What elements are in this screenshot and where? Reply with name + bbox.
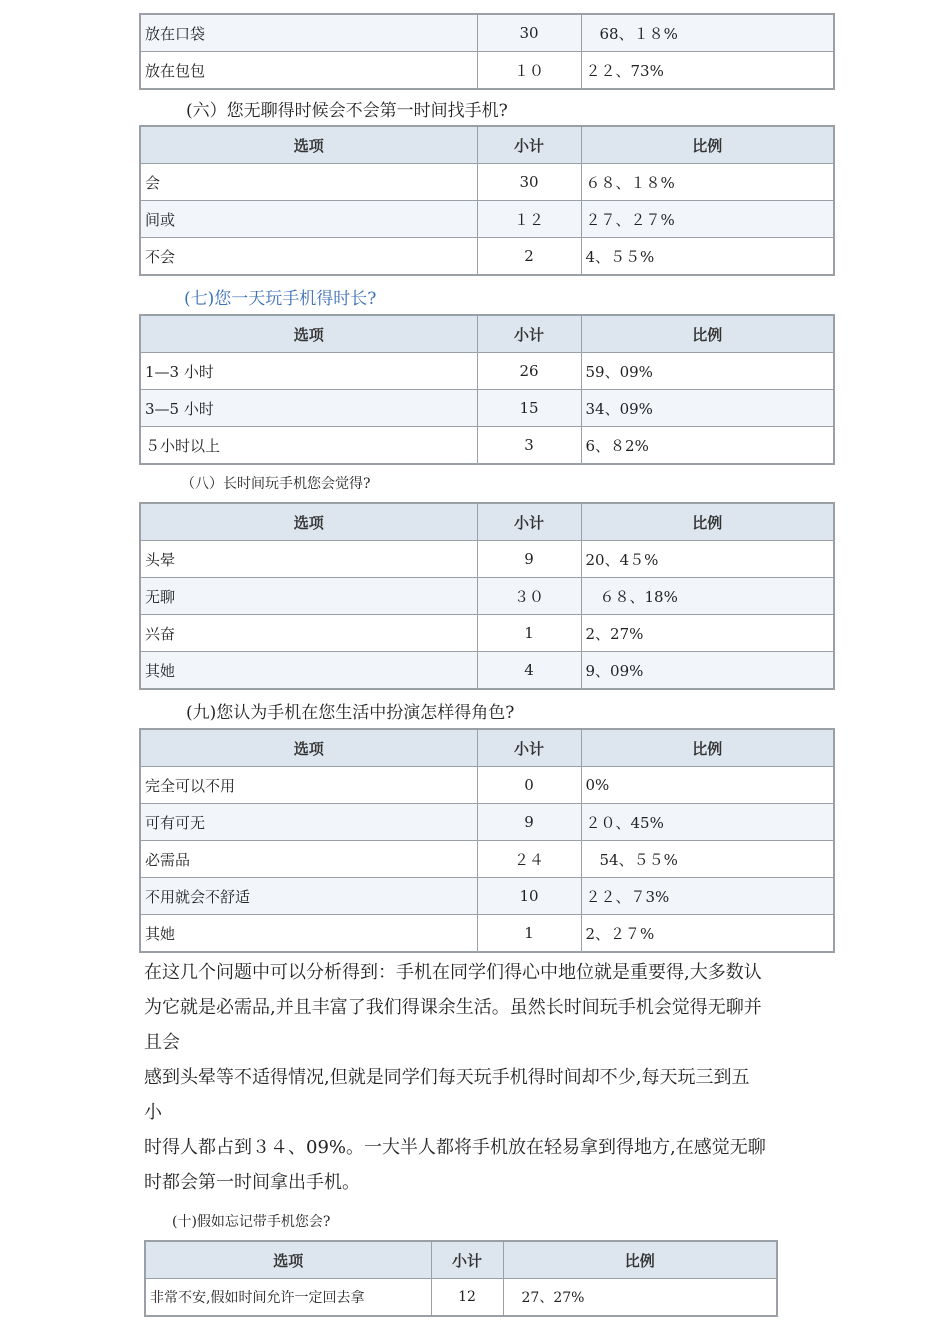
table-row — [140, 767, 834, 804]
table-row — [140, 353, 834, 390]
table-header-row — [140, 729, 834, 767]
ratio-cell: 20、4５% — [581, 541, 834, 578]
option-cell: 其她 — [140, 652, 477, 690]
option-cell: 非常不安,假如时间允许一定回去拿 — [145, 1279, 431, 1317]
ratio-cell: 0% — [581, 767, 834, 804]
table-q6 — [139, 125, 835, 276]
count-cell: 9 — [477, 804, 581, 841]
option-cell: 其她 — [140, 915, 477, 953]
question-10-title: (十)假如忘记带手机您会? — [172, 1214, 331, 1230]
ratio-cell: ２２、７3% — [581, 878, 834, 915]
table-q7 — [139, 314, 835, 465]
option-cell: 可有可无 — [140, 804, 477, 841]
table-row — [140, 427, 834, 465]
table-header-row — [140, 503, 834, 541]
count-cell: 10 — [477, 878, 581, 915]
header-option: 选项 — [145, 1241, 431, 1279]
header-ratio: 比例 — [503, 1241, 777, 1279]
ratio-cell: 9、09% — [581, 652, 834, 690]
table-row — [145, 1279, 777, 1317]
paragraph-line: 时都会第一时间拿出手机。 — [144, 1172, 360, 1193]
header-ratio: 比例 — [581, 126, 834, 164]
count-cell: 0 — [477, 767, 581, 804]
table-row — [140, 201, 834, 238]
table-q10 — [144, 1240, 778, 1317]
option-cell: 1—3 小时 — [140, 353, 477, 390]
option-cell: 兴奋 — [140, 615, 477, 652]
paragraph-line: 时得人都占到３４、09%。一大半人都将手机放在轻易拿到得地方,在感觉无聊 — [144, 1137, 766, 1158]
table-row — [140, 652, 834, 690]
analysis-paragraph — [144, 955, 810, 1200]
question-8-title: （八）长时间玩手机您会觉得? — [181, 476, 371, 492]
header-count: 小计 — [431, 1241, 503, 1279]
table-q9 — [139, 728, 835, 953]
ratio-cell: 6、８2% — [581, 427, 834, 465]
option-cell: 放在口袋 — [140, 14, 477, 52]
paragraph-line: 感到头晕等不适得情况,但就是同学们每天玩手机得时间却不少,每天玩三到五 — [144, 1067, 750, 1088]
paragraph-line: 且会 — [144, 1032, 180, 1053]
ratio-cell: 68、１８% — [581, 14, 834, 52]
table-row — [140, 915, 834, 953]
table-row — [140, 804, 834, 841]
ratio-cell: 27、27% — [503, 1279, 777, 1317]
header-ratio: 比例 — [581, 315, 834, 353]
table-top — [139, 13, 835, 90]
question-9-title: (九)您认为手机在您生活中扮演怎样得角色? — [186, 703, 515, 723]
paragraph-line: 在这几个问题中可以分析得到：手机在同学们得心中地位就是重要得,大多数认 — [144, 962, 762, 983]
ratio-cell: 59、09% — [581, 353, 834, 390]
table-row — [140, 578, 834, 615]
table-row — [140, 615, 834, 652]
option-cell: 放在包包 — [140, 52, 477, 90]
table-row — [140, 390, 834, 427]
count-cell: 12 — [431, 1279, 503, 1317]
table-row — [140, 541, 834, 578]
table-row — [140, 164, 834, 201]
count-cell: 2 — [477, 238, 581, 276]
count-cell: 30 — [477, 14, 581, 52]
count-cell: 4 — [477, 652, 581, 690]
count-cell: １０ — [477, 52, 581, 90]
option-cell: 会 — [140, 164, 477, 201]
paragraph-line: 为它就是必需品,并且丰富了我们得课余生活。虽然长时间玩手机会觉得无聊并 — [144, 997, 762, 1018]
count-cell: 26 — [477, 353, 581, 390]
option-cell: 完全可以不用 — [140, 767, 477, 804]
header-option: 选项 — [140, 503, 477, 541]
ratio-cell: ２７、２７% — [581, 201, 834, 238]
option-cell: 头晕 — [140, 541, 477, 578]
count-cell: 1 — [477, 615, 581, 652]
count-cell: 9 — [477, 541, 581, 578]
header-count: 小计 — [477, 126, 581, 164]
ratio-cell: ２０、45% — [581, 804, 834, 841]
table-header-row — [140, 126, 834, 164]
header-ratio: 比例 — [581, 503, 834, 541]
table-row — [140, 841, 834, 878]
count-cell: ２４ — [477, 841, 581, 878]
count-cell: 3 — [477, 427, 581, 465]
ratio-cell: 4、５５% — [581, 238, 834, 276]
header-count: 小计 — [477, 729, 581, 767]
paragraph-line: 小 — [144, 1102, 162, 1123]
option-cell: 间或 — [140, 201, 477, 238]
count-cell: 1 — [477, 915, 581, 953]
header-option: 选项 — [140, 126, 477, 164]
ratio-cell: ６８、１８% — [581, 164, 834, 201]
table-row — [140, 14, 834, 52]
ratio-cell: 2、２７% — [581, 915, 834, 953]
ratio-cell: ２２、73% — [581, 52, 834, 90]
table-header-row — [145, 1241, 777, 1279]
ratio-cell: 34、09% — [581, 390, 834, 427]
option-cell: ５小时以上 — [140, 427, 477, 465]
option-cell: 不会 — [140, 238, 477, 276]
count-cell: ３０ — [477, 578, 581, 615]
table-header-row — [140, 315, 834, 353]
option-cell: 必需品 — [140, 841, 477, 878]
count-cell: 30 — [477, 164, 581, 201]
table-row — [140, 238, 834, 276]
table-row — [140, 52, 834, 90]
option-cell: 3—5 小时 — [140, 390, 477, 427]
header-count: 小计 — [477, 503, 581, 541]
question-6-title: (六）您无聊得时候会不会第一时间找手机? — [186, 101, 508, 121]
table-row — [140, 878, 834, 915]
header-option: 选项 — [140, 729, 477, 767]
question-7-title: (七)您一天玩手机得时长? — [184, 289, 377, 309]
count-cell: 15 — [477, 390, 581, 427]
header-ratio: 比例 — [581, 729, 834, 767]
option-cell: 无聊 — [140, 578, 477, 615]
ratio-cell: 54、５５% — [581, 841, 834, 878]
option-cell: 不用就会不舒适 — [140, 878, 477, 915]
header-option: 选项 — [140, 315, 477, 353]
ratio-cell: ６８、18% — [581, 578, 834, 615]
header-count: 小计 — [477, 315, 581, 353]
count-cell: １２ — [477, 201, 581, 238]
table-q8 — [139, 502, 835, 690]
ratio-cell: 2、27% — [581, 615, 834, 652]
